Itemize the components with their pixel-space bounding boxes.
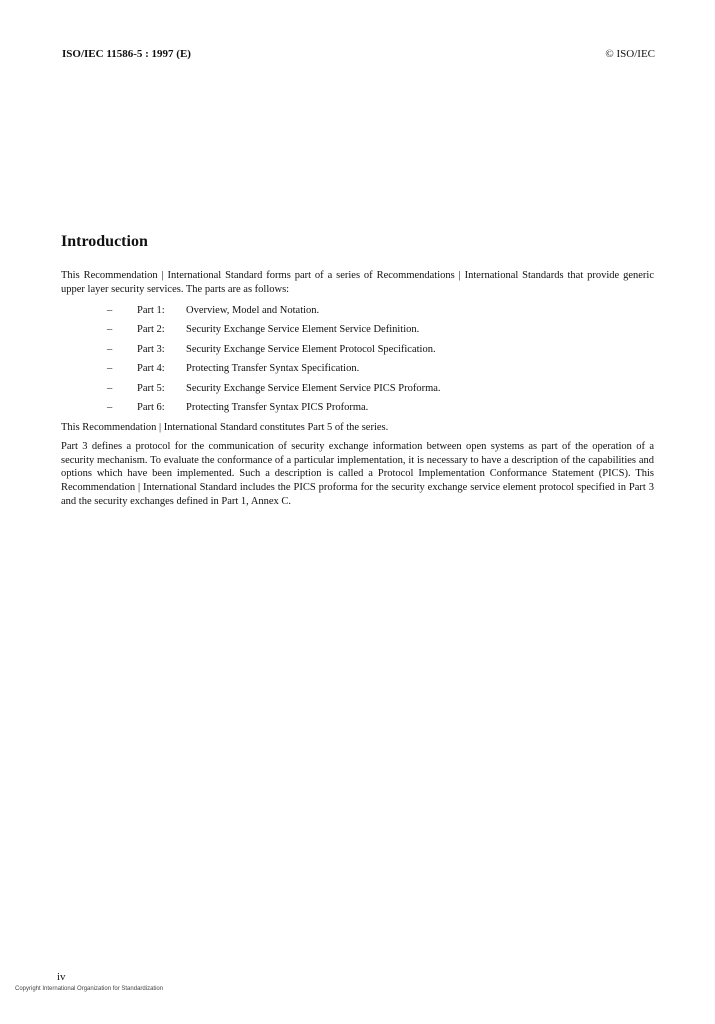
part-title: Security Exchange Service Element Service PICS Proforma. — [186, 382, 441, 394]
part-number: Part 5: — [137, 382, 165, 394]
list-dash: – — [107, 305, 113, 317]
header-document-id: ISO/IEC 11586-5 : 1997 (E) — [62, 48, 191, 60]
list-item — [61, 321, 654, 340]
list-item — [61, 359, 654, 378]
list-dash: – — [107, 324, 113, 336]
part-title: Protecting Transfer Syntax PICS Proforma. — [186, 402, 369, 414]
page-number: iv — [57, 971, 66, 983]
section-title: Introduction — [61, 233, 148, 250]
copyright-footer: Copyright International Organization for Standardization — [15, 986, 164, 992]
header-copyright: © ISO/IEC — [605, 48, 655, 60]
list-dash: – — [107, 402, 113, 414]
list-dash: – — [107, 382, 113, 394]
intro-paragraph: This Recommendation | International Standard forms part of a series of Recommendations | International Standards that provide generic upper layer security services. The parts are as follows: — [61, 270, 654, 295]
body-text — [61, 269, 654, 508]
part-number: Part 6: — [137, 402, 165, 414]
part-title: Security Exchange Service Element Protocol Specification. — [186, 343, 436, 355]
part-number: Part 1: — [137, 305, 165, 317]
constitutes-paragraph: This Recommendation | International Standard constitutes Part 5 of the series. — [61, 421, 389, 433]
part3-paragraph: Part 3 defines a protocol for the communication of security exchange information between open systems as part of the operation of a security mechanism. To evaluate the conformance of a particular implementation, it is necessary to have a description of the capabilities and options which have been implemented. Such a description is called a Protocol Implementation Conformance Statement (PICS). This Recommendation | International Standard includes the PICS proforma for the security exchange service element protocol specified in Part 3 and the security exchanges defined in Part 1, Annex C. — [61, 441, 654, 507]
part-number: Part 3: — [137, 343, 165, 355]
part-number: Part 4: — [137, 363, 165, 375]
list-item — [61, 398, 654, 417]
part-title: Overview, Model and Notation. — [186, 305, 320, 317]
parts-list — [61, 301, 654, 417]
list-item — [61, 301, 654, 320]
list-dash: – — [107, 363, 113, 375]
list-item — [61, 340, 654, 359]
part-number: Part 2: — [137, 324, 165, 336]
part-title: Security Exchange Service Element Service Definition. — [186, 324, 420, 336]
list-dash: – — [107, 343, 113, 355]
part-title: Protecting Transfer Syntax Specification. — [186, 363, 360, 375]
list-item — [61, 379, 654, 398]
